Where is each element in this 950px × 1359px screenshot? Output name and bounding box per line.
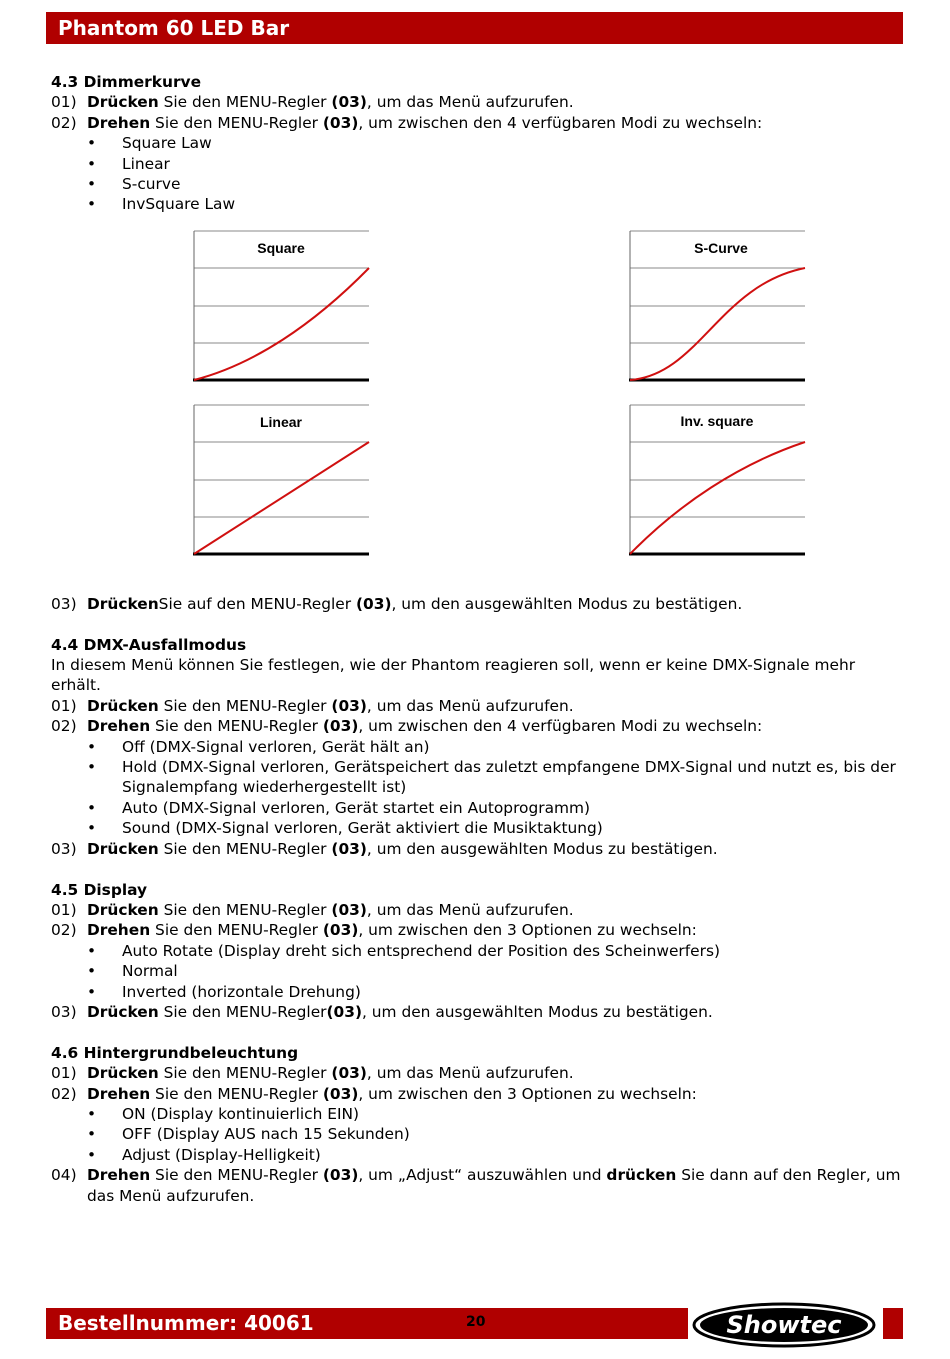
footer-bar xyxy=(46,1308,688,1339)
section-heading-4-6: 4.6 Hintergrundbeleuchtung xyxy=(51,1043,299,1062)
list-item: • Off (DMX-Signal verloren, Gerät hält an) xyxy=(87,737,430,756)
step-item: 03) DrückenSie auf den MENU-Regler (03), um den ausgewählten Modus zu bestätigen. xyxy=(51,594,743,613)
order-number: Bestellnummer: 40061 xyxy=(58,1311,314,1335)
section-heading-4-3: 4.3 Dimmerkurve xyxy=(51,73,202,91)
step-item: 01) Drücken Sie den MENU-Regler (03), um das Menü aufzurufen. xyxy=(51,696,574,715)
section-heading-4-5: 4.5 Display xyxy=(51,880,148,899)
step-item: 02) Drehen Sie den MENU-Regler (03), um zwischen den 4 verfügbaren Modi zu wechseln: xyxy=(51,113,763,132)
list-item: • InvSquare Law xyxy=(87,195,236,214)
header-bar xyxy=(46,12,903,44)
step-item: 03) Drücken Sie den MENU-Regler (03), um den ausgewählten Modus zu bestätigen. xyxy=(51,839,718,858)
step-item: 01) Drücken Sie den MENU-Regler (03), um das Menü aufzurufen. xyxy=(51,900,574,919)
section-heading-4-4: 4.4 DMX-Ausfallmodus xyxy=(51,635,247,654)
list-item: • S-curve xyxy=(87,175,181,194)
page-title: Phantom 60 LED Bar xyxy=(58,16,290,40)
step-item: 02) Drehen Sie den MENU-Regler (03), um zwischen den 3 Optionen zu wechseln: xyxy=(51,921,697,940)
list-item: • Hold (DMX-Signal verloren, Gerätspeichert das zuletzt empfangene DMX-Signal und nutzt es, bis der Signalempfang wiederhergestellt ist) xyxy=(87,758,896,797)
step-item: 03) Drücken Sie den MENU-Regler(03), um den ausgewählten Modus zu bestätigen. xyxy=(51,1002,713,1021)
list-item: • OFF (Display AUS nach 15 Sekunden) xyxy=(87,1125,410,1144)
curve-linear xyxy=(194,442,369,554)
chart-title-scurve: S-Curve xyxy=(694,239,748,256)
curve-square xyxy=(194,268,369,380)
step-item: 01) Drücken Sie den MENU-Regler (03), um das Menü aufzurufen. xyxy=(51,93,574,112)
step-item: 04) Drehen Sie den MENU-Regler (03), um „Adjust“ auszuwählen und drücken Sie dann auf den Regler, um das Menü aufzurufen. xyxy=(51,1166,901,1205)
footer-bar-right xyxy=(883,1308,903,1339)
svg-text:Showtec: Showtec xyxy=(726,1311,842,1339)
chart-title-square: Square xyxy=(257,239,305,256)
chart-invsquare xyxy=(629,404,807,556)
step-item: 01) Drücken Sie den MENU-Regler (03), um das Menü aufzurufen. xyxy=(51,1064,574,1083)
chart-square xyxy=(193,230,371,382)
step-item: 02) Drehen Sie den MENU-Regler (03), um zwischen den 3 Optionen zu wechseln: xyxy=(51,1084,697,1103)
chart-linear xyxy=(193,404,371,556)
section-intro: In diesem Menü können Sie festlegen, wie der Phantom reagieren soll, wenn er keine DMX-Signale mehr erhält. xyxy=(51,656,856,695)
list-item: • Auto (DMX-Signal verloren, Gerät startet ein Autoprogramm) xyxy=(87,798,590,817)
list-item: • Adjust (Display-Helligkeit) xyxy=(87,1145,321,1164)
main-content xyxy=(51,72,901,1206)
curve-invsquare xyxy=(630,442,805,554)
chart-scurve xyxy=(629,230,807,382)
dimmer-curve-charts xyxy=(51,230,901,582)
chart-title-invsquare: Inv. square xyxy=(680,412,754,429)
list-item: • Inverted (horizontale Drehung) xyxy=(87,982,361,1001)
list-item: • Normal xyxy=(87,962,178,981)
list-item: • Sound (DMX-Signal verloren, Gerät aktiviert die Musiktaktung) xyxy=(87,819,603,838)
list-item: • Square Law xyxy=(87,134,212,153)
page-number: 20 xyxy=(466,1314,486,1330)
list-item: • Auto Rotate (Display dreht sich entsprechend der Position des Scheinwerfers) xyxy=(87,941,720,960)
list-item: • ON (Display kontinuierlich EIN) xyxy=(87,1104,360,1123)
curve-scurve xyxy=(630,268,805,380)
chart-title-linear: Linear xyxy=(259,413,303,430)
showtec-logo xyxy=(692,1302,880,1348)
list-item: • Linear xyxy=(87,154,170,173)
step-item: 02) Drehen Sie den MENU-Regler (03), um zwischen den 4 verfügbaren Modi zu wechseln: xyxy=(51,717,763,736)
